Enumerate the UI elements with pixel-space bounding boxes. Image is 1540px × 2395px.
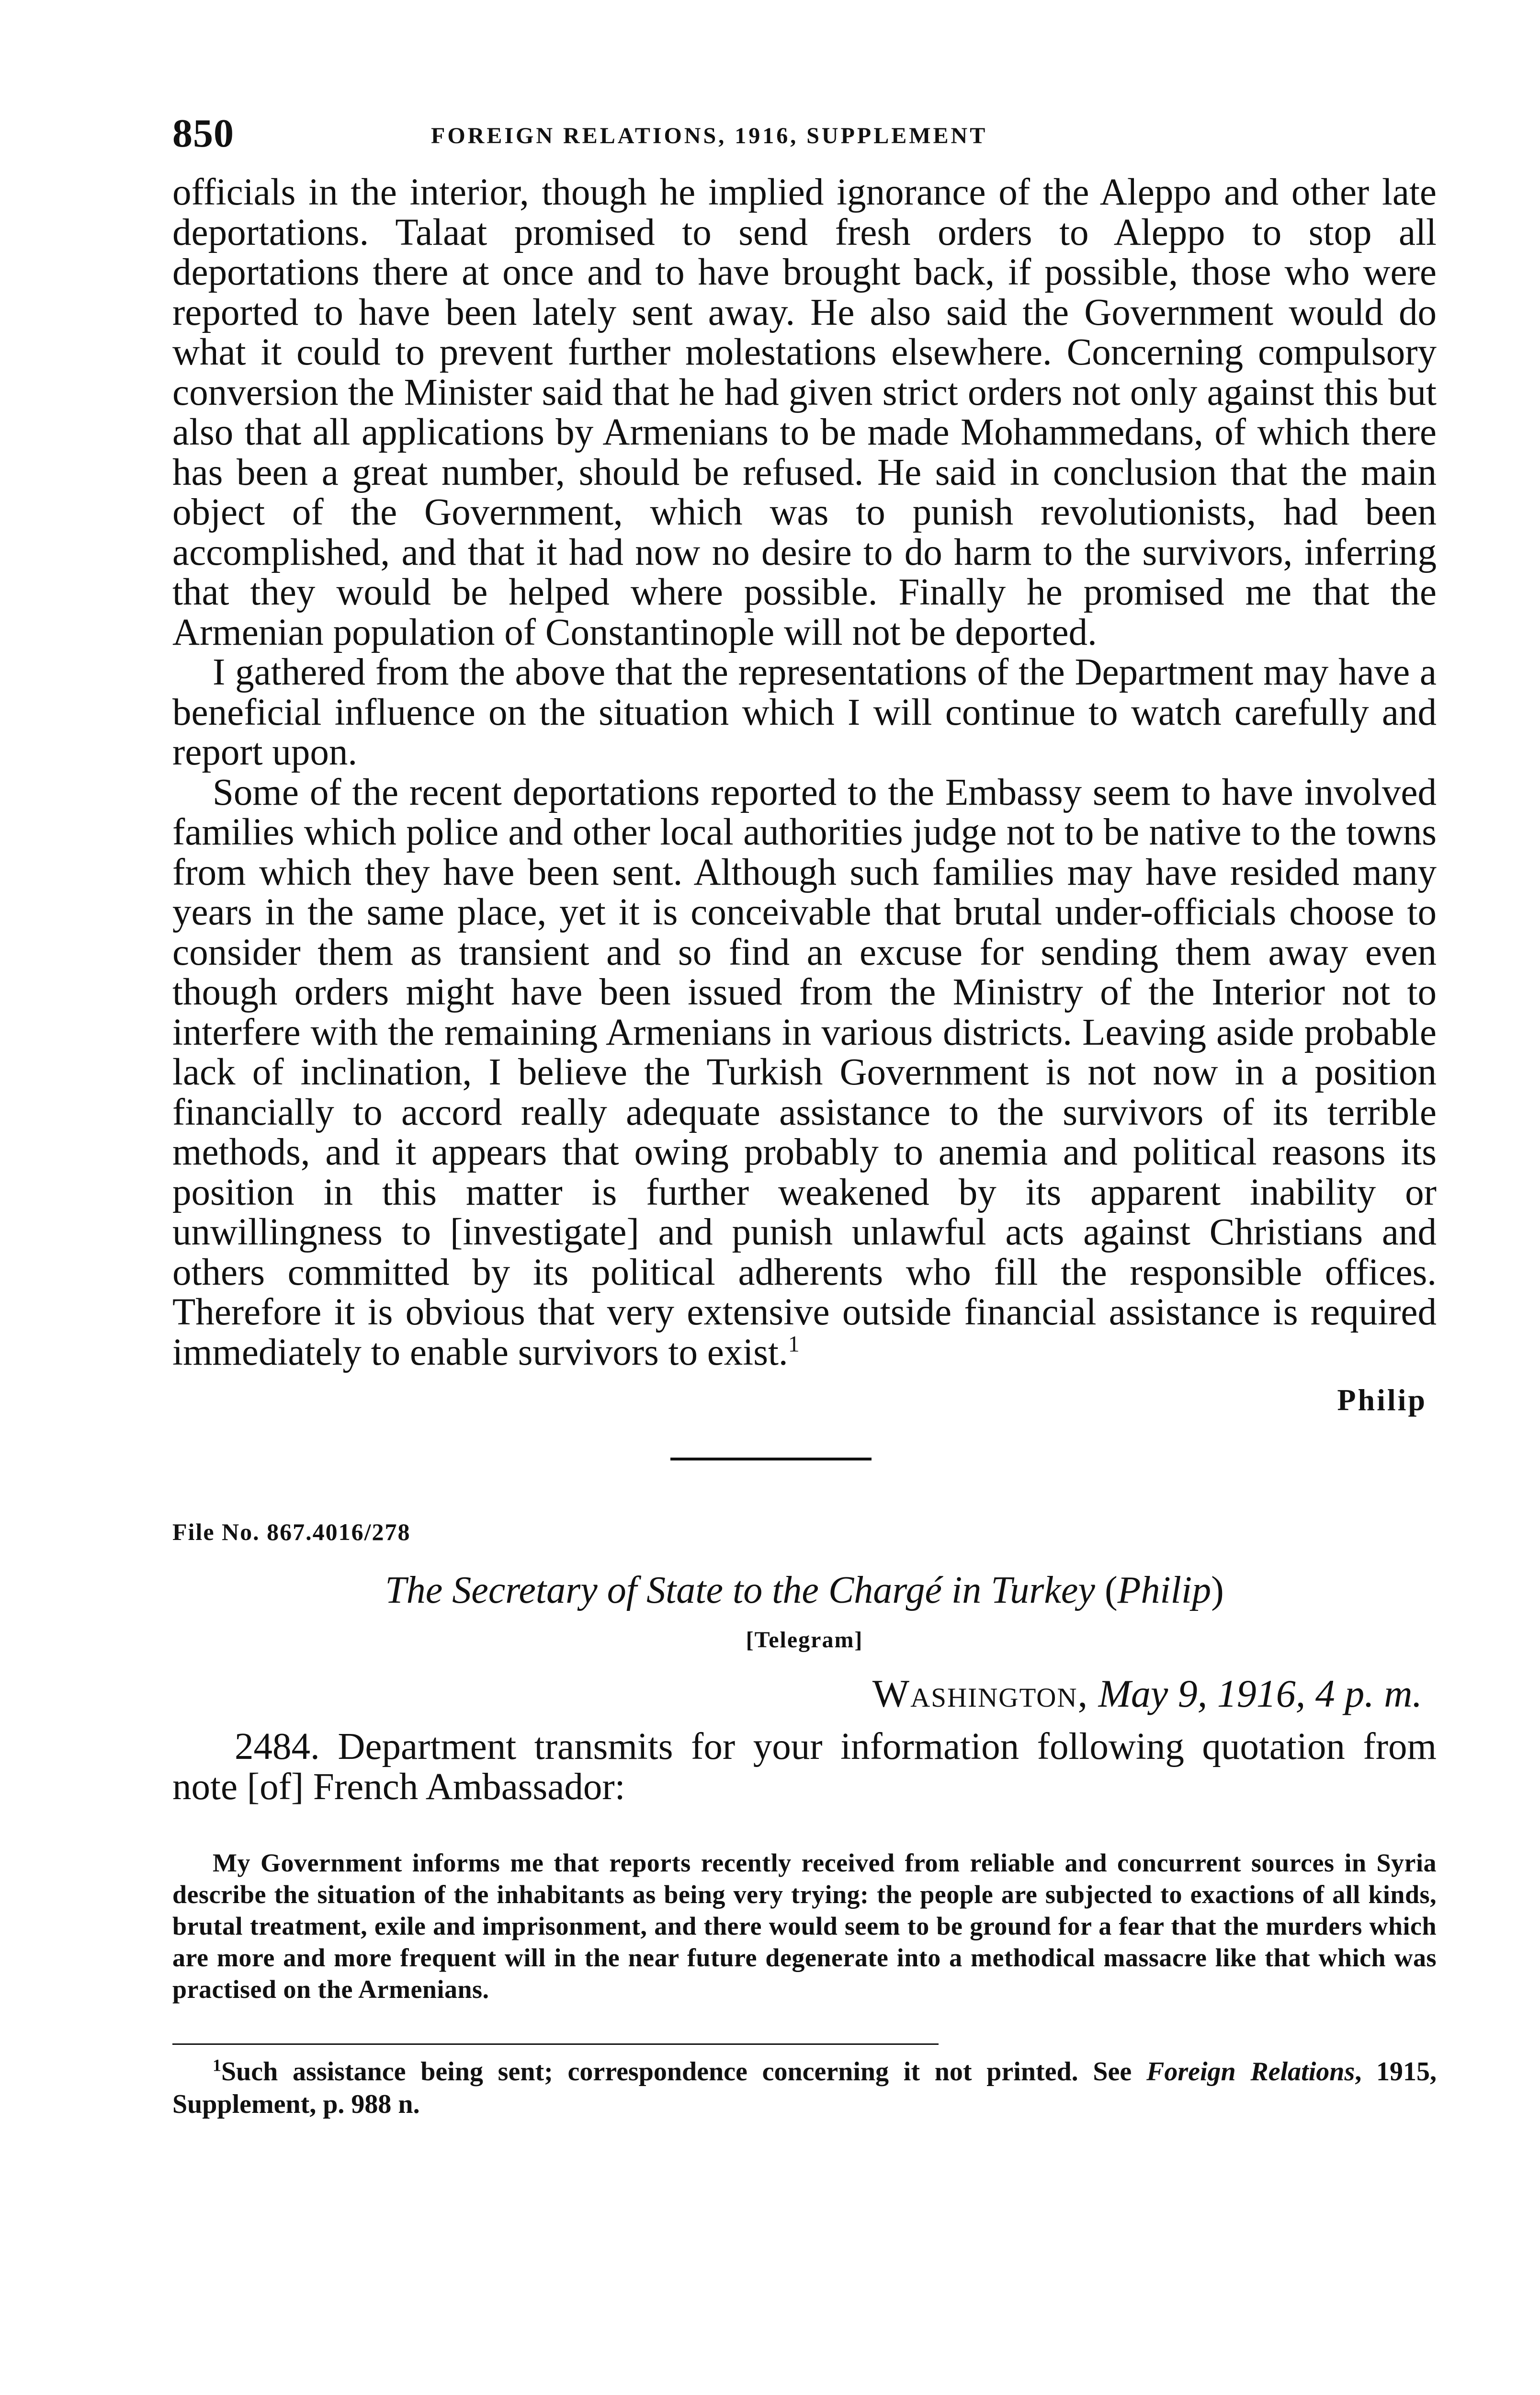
letter-body xyxy=(172,172,1437,1372)
footnote-reference: 1 xyxy=(788,1331,800,1357)
dateline xyxy=(172,1671,1437,1716)
document-title-name: Philip xyxy=(1117,1569,1212,1611)
document-page xyxy=(172,101,1437,2121)
footnote-marker: 1 xyxy=(213,2055,221,2075)
footnote-text-after: , 1915, Supplement, p. 988 n. xyxy=(172,2057,1437,2119)
telegram-paragraph: 2484. Department transmits for your information following quotation from note [of] French Ambassador: xyxy=(172,1726,1437,1808)
letter-paragraph-3 xyxy=(172,773,1437,1373)
page-number: 850 xyxy=(172,111,234,156)
signature: Philip xyxy=(1337,1383,1427,1417)
dateline-place: Washington, xyxy=(872,1672,1089,1715)
dateline-date: May 9, 1916, 4 p. m. xyxy=(1098,1672,1422,1715)
running-title: FOREIGN RELATIONS, 1916, SUPPLEMENT xyxy=(431,123,988,148)
document-title-text: The Secretary of State to the Chargé in Turkey xyxy=(385,1569,1105,1611)
title-close-paren: ) xyxy=(1211,1569,1224,1611)
footnote-publication: Foreign Relations xyxy=(1146,2057,1355,2087)
running-head xyxy=(172,101,1437,172)
footnote-text-before: Such assistance being sent; correspondence concerning it not printed. See xyxy=(221,2057,1146,2087)
letter-paragraph-2: I gathered from the above that the representations of the Department may have a beneficial influence on the situation which I will continue to watch carefully and report upon. xyxy=(172,651,1437,773)
footnote xyxy=(172,2055,1437,2121)
document-title xyxy=(172,1569,1437,1612)
telegram-label: [Telegram] xyxy=(746,1627,863,1653)
letter-paragraph-1: officials in the interior, though he implied ignorance of the Aleppo and other late deportations. Talaat promised to send fresh orders to Aleppo to stop all deportations there at once and to have brought back, if possible, those who were reported to have been lately sent away. He also said the Government would do what it could to prevent further molestations elsewhere. Concerning compulsory conversion the Minister said that he had given strict orders not only against this but also that all applications by Armenians to be made Mohammedans, of which there has been a great number, should be refused. He said in conclusion that the main object of the Government, which was to punish revolutionists, had been accomplished, and that it had now no desire to do harm to the survivors, inferring that they would be helped where possible. Finally he promised me that the Armenian population of Constantinople will not be deported. xyxy=(172,171,1437,653)
title-open-paren: ( xyxy=(1104,1569,1118,1611)
footnote-rule xyxy=(172,2043,939,2045)
file-number: File No. 867.4016/278 xyxy=(172,1518,411,1545)
section-divider xyxy=(670,1458,872,1460)
letter-paragraph-3-text: Some of the recent deportations reported to the Embassy seem to have involved families which police and other local authorities judge not to be native to the towns from which they have been sent. Although such families may have resided many years in the same place, yet it is conceivable that brutal under-officials choose to consider them as transient and so find an excuse for sending them away even though orders might have been issued from the Ministry of the Interior not to interfere with the remaining Armenians in various districts. Leaving aside probable lack of inclination, I believe the Turkish Government is not now in a position financially to accord really adequate assistance to the survivors of its terrible methods, and it appears that owing probably to anemia and political reasons its position in this matter is further weakened by its apparent inability or unwillingness to [investigate] and punish unlawful acts against Christians and others committed by its political adherents who fill the responsible offices. Therefore it is obvious that very extensive outside financial assistance is required immediately to enable survivors to exist. xyxy=(172,771,1437,1373)
quoted-note: My Government informs me that reports recently received from reliable and concurrent sources in Syria describe the situation of the inhabitants as being very trying: the people are subjected to exactions of all kinds, brutal treatment, exile and imprisonment, and there would seem to be ground for a fear that the murders which are more and more frequent will in the near future degenerate into a methodical massacre like that which was practised on the Armenians. xyxy=(172,1848,1437,2004)
